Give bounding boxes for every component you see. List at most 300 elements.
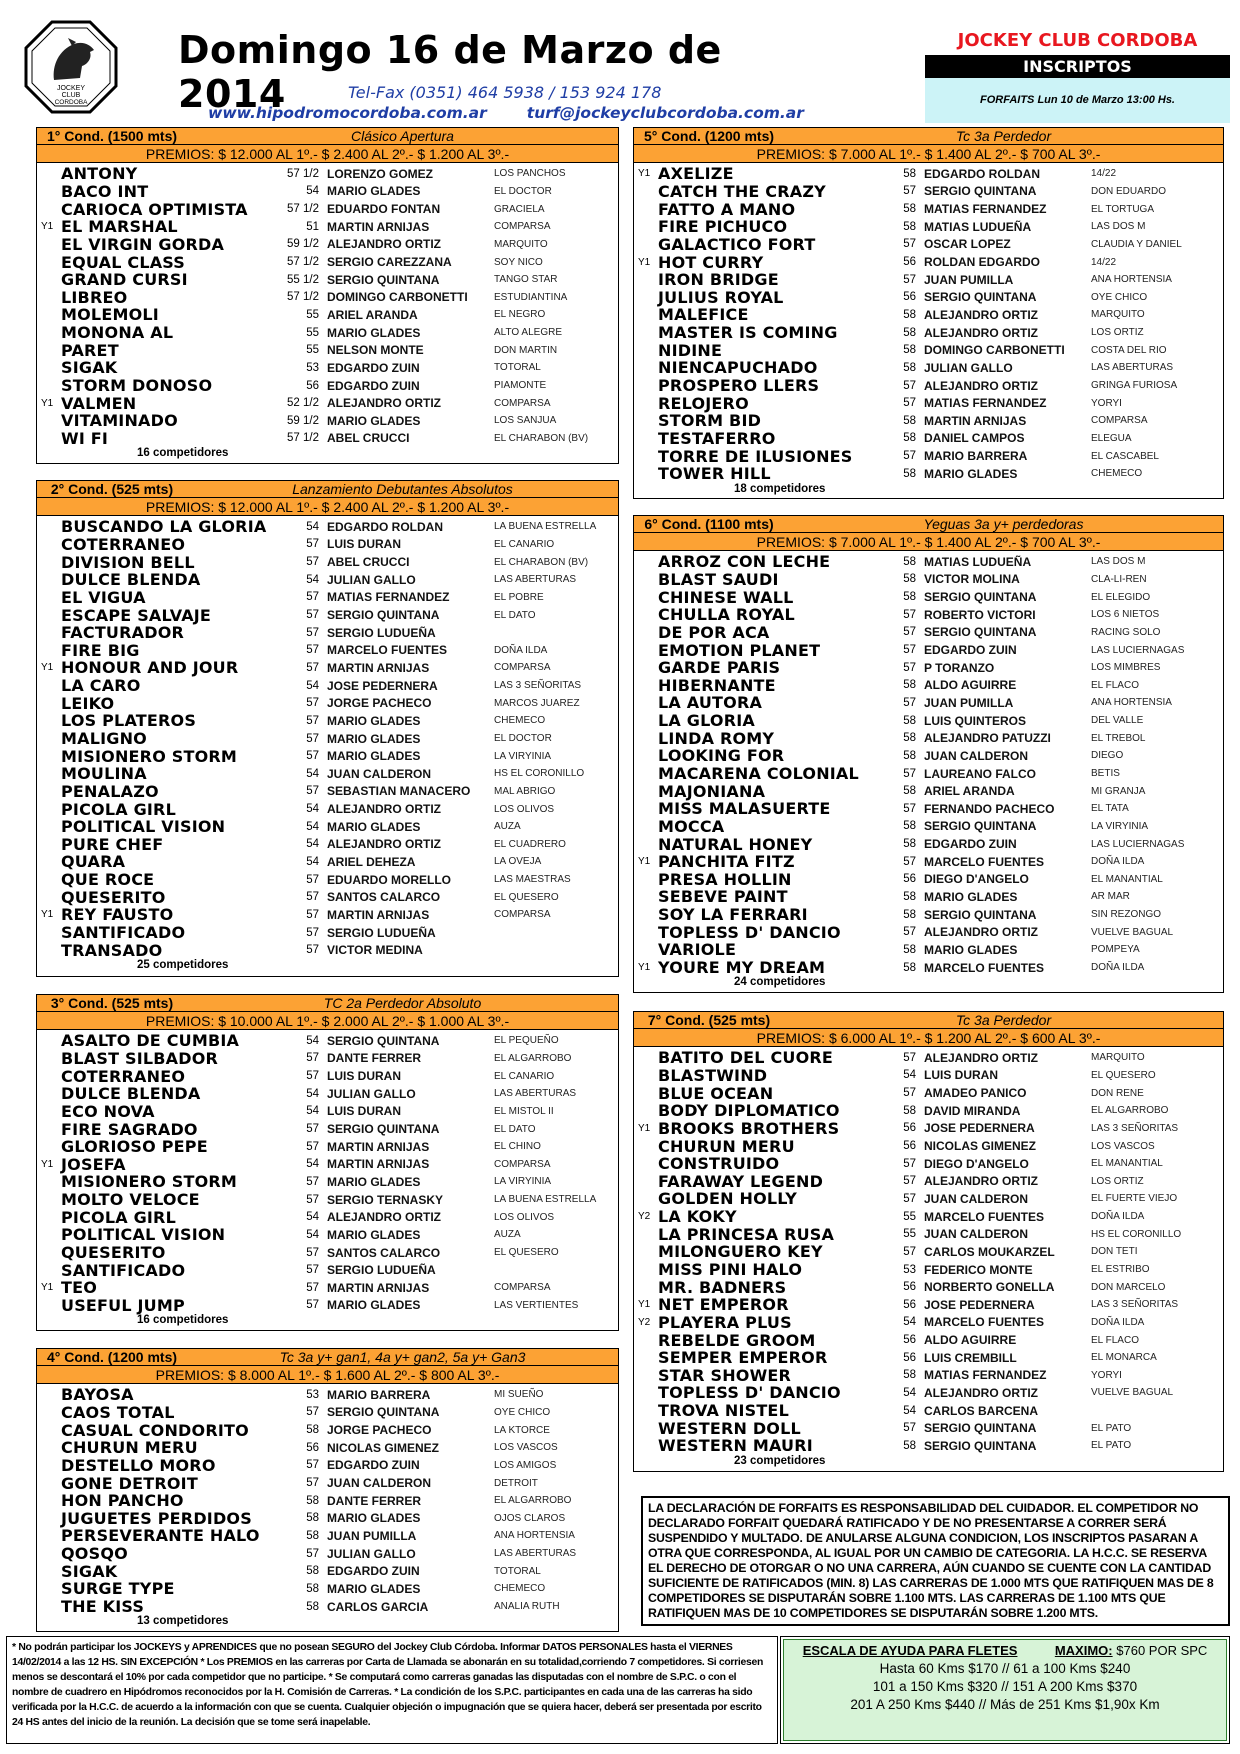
- race-type: Lanzamiento Debutantes Absolutos: [292, 481, 513, 497]
- weight: 54: [903, 1069, 916, 1082]
- horse-name: DE POR ACA: [658, 622, 770, 642]
- jockey-name: LORENZO GOMEZ: [327, 166, 433, 181]
- stable-name: YORYI: [1091, 1369, 1122, 1381]
- entry-row: [37, 924, 618, 942]
- horse-name: NIENCAPUCHADO: [658, 358, 818, 378]
- stable-name: EL QUESERO: [1091, 1069, 1156, 1081]
- coupling-mark: Y1: [638, 1122, 651, 1134]
- entry-row: [37, 606, 618, 624]
- jockey-name: MARIO GLADES: [327, 749, 421, 764]
- jockey-name: EDUARDO FONTAN: [327, 202, 441, 217]
- race-header: [634, 1012, 1223, 1029]
- horse-name: MR. BADNERS: [658, 1277, 787, 1297]
- jockey-name: ALEJANDRO PATUZZI: [924, 731, 1051, 746]
- stable-name: EL FLACO: [1091, 679, 1139, 691]
- stable-name: DON MARTIN: [494, 344, 558, 356]
- weight: 58: [903, 344, 916, 357]
- entry-row: [634, 306, 1223, 324]
- email-link[interactable]: turf@jockeyclubcordoba.com.ar: [526, 104, 804, 122]
- horse-name: TORRE DE ILUSIONES: [658, 446, 853, 466]
- stable-name: TOTORAL: [494, 1565, 541, 1577]
- competitor-count: 23 competidores: [734, 1454, 826, 1467]
- weight: 57: [306, 926, 319, 939]
- jockey-name: SERGIO LUDUEÑA: [327, 925, 436, 940]
- entry-row: [634, 165, 1223, 183]
- jockey-name: LUIS DURAN: [924, 1068, 998, 1083]
- stable-name: SIN REZONGO: [1091, 909, 1162, 921]
- stable-name: GRACIELA: [494, 203, 545, 215]
- horse-name: TRANSADO: [61, 940, 163, 960]
- jockey-name: DOMINGO CARBONETTI: [327, 290, 468, 305]
- stable-name: COMPARSA: [494, 1158, 551, 1170]
- jockey-name: EDGARDO ROLDAN: [327, 519, 443, 534]
- horse-name: LA CARO: [61, 676, 141, 696]
- horse-name: GARDE PARIS: [658, 658, 781, 678]
- weight: 58: [903, 714, 916, 727]
- entry-row: [37, 1509, 618, 1527]
- entry-row: [37, 394, 618, 412]
- jockey-name: EDGARDO ZUIN: [924, 837, 1017, 852]
- weight: 58: [903, 414, 916, 427]
- weight: 57: [306, 626, 319, 639]
- weight: 57: [903, 626, 916, 639]
- jockey-name: CARLOS BARCENA: [924, 1403, 1038, 1418]
- stable-name: LOS 6 NIETOS: [1091, 609, 1160, 621]
- weight: 58: [903, 732, 916, 745]
- race-condition: 1° Cond. (1500 mts): [46, 128, 178, 144]
- stable-name: DIEGO: [1091, 750, 1124, 762]
- coupling-mark: Y1: [41, 662, 54, 674]
- horse-name: STORM BID: [658, 411, 762, 431]
- jockey-name: CARLOS MOUKARZEL: [924, 1244, 1055, 1259]
- entry-row: [37, 694, 618, 712]
- jockey-name: SERGIO QUINTANA: [924, 819, 1037, 834]
- stable-name: SOY NICO: [494, 256, 543, 268]
- stable-name: OYE CHICO: [494, 1406, 551, 1418]
- entry-row: [37, 183, 618, 201]
- entry-row: [37, 1085, 618, 1103]
- race-condition: 7° Cond. (525 mts): [647, 1012, 771, 1028]
- jockey-name: VICTOR MEDINA: [327, 943, 423, 958]
- stable-name: AR MAR: [1091, 891, 1130, 903]
- weight: 56: [903, 873, 916, 886]
- weight: 58: [903, 890, 916, 903]
- entry-row: [634, 676, 1223, 694]
- stable-name: YORYI: [1091, 397, 1122, 409]
- race-condition: 5° Cond. (1200 mts): [643, 128, 775, 144]
- stable-name: 14/22: [1091, 256, 1117, 268]
- horse-name: PENALAZO: [61, 781, 159, 801]
- jockey-name: MATIAS FERNANDEZ: [924, 396, 1047, 411]
- weight: 54: [903, 1404, 916, 1417]
- stable-name: EL FUERTE VIEJO: [1091, 1193, 1178, 1205]
- stable-name: POMPEYA: [1091, 944, 1140, 956]
- weight: 57: [306, 1070, 319, 1083]
- entry-row: [37, 1173, 618, 1191]
- stable-name: EL DATO: [494, 609, 536, 621]
- entry-row: [37, 1138, 618, 1156]
- jockey-name: SERGIO QUINTANA: [327, 608, 440, 623]
- entry-row: [37, 624, 618, 642]
- jockey-name: NICOLAS GIMENEZ: [327, 1440, 440, 1455]
- stable-name: LAS DOS M: [1091, 556, 1146, 568]
- entry-row: [634, 1208, 1223, 1226]
- weight: 57: [903, 238, 916, 251]
- horse-name: FATTO A MANO: [658, 199, 796, 219]
- entry-row: [634, 906, 1223, 924]
- stable-name: TOTORAL: [494, 362, 541, 374]
- jockey-name: ALEJANDRO ORTIZ: [924, 307, 1038, 322]
- entries-list: [37, 516, 618, 959]
- stable-name: LAS LUCIERNAGAS: [1091, 838, 1185, 850]
- stable-name: EL MANANTIAL: [1091, 873, 1163, 885]
- horse-name: JULIUS ROYAL: [658, 287, 784, 307]
- horse-name: PURE CHEF: [61, 834, 164, 854]
- stable-name: LA BUENA ESTRELLA: [494, 521, 597, 533]
- weight: 58: [903, 908, 916, 921]
- stable-name: MARQUITO: [1091, 309, 1145, 321]
- weight: 55: [306, 308, 319, 321]
- horse-name: MOCCA: [658, 816, 725, 836]
- stable-name: CLAUDIA Y DANIEL: [1091, 238, 1182, 250]
- race-prizes: PREMIOS: $ 12.000 AL 1º.- $ 2.400 AL 2º.- $ 1.200 AL 3º.-: [37, 145, 618, 163]
- entry-row: [37, 1545, 618, 1563]
- horse-name: SOY LA FERRARI: [658, 905, 808, 925]
- entry-row: [37, 253, 618, 271]
- stable-name: ANA HORTENSIA: [1091, 274, 1172, 286]
- stable-name: EL DOCTOR: [494, 733, 552, 744]
- entry-row: [37, 306, 618, 324]
- stable-name: LAS ABERTURAS: [494, 1548, 577, 1560]
- stable-name: LAS ABERTURAS: [494, 574, 577, 586]
- horse-name: MALIGNO: [61, 729, 147, 748]
- coupling-mark: Y1: [41, 1282, 54, 1294]
- stable-name: ESTUDIANTINA: [494, 291, 568, 303]
- competitor-count: 18 competidores: [734, 482, 826, 495]
- jockey-name: LUIS CREMBILL: [924, 1350, 1017, 1365]
- horse-name: VARIOLE: [658, 940, 737, 960]
- race-6-card: [633, 515, 1224, 993]
- entry-row: [634, 1419, 1223, 1437]
- entry-row: [37, 1226, 618, 1244]
- stable-name: VUELVE BAGUAL: [1091, 1387, 1174, 1399]
- weight: 55 1/2: [287, 273, 319, 286]
- entry-row: [634, 1349, 1223, 1367]
- jockey-name: P TORANZO: [924, 660, 995, 675]
- horse-name: BAYOSA: [61, 1385, 134, 1405]
- entry-row: [37, 906, 618, 924]
- entry-row: [634, 888, 1223, 906]
- forfeit-declaration-notice: LA DECLARACIÓN DE FORFAITS ES RESPONSABILIDAD DEL CUIDADOR. EL COMPETIDOR NO DECLARADO FORFAIT QUEDARÁ RATIFICADO Y DE NO PRESENTARSE A CORRER SERÁ SUSPENDIDO Y MULTADO. DE ANULARSE ALGUNA CONDICION, LOS INSCRIPTOS PASARAN A OTRA QUE CORRESPONDA, AL IGUAL POR UN CAMBIO DE CATEGORIA. LA H.C.C. SE RESERVA EL DERECHO DE OTORGAR O NO UNA CARRERA, AÚN CUANDO SE CUENTE CON LA CANTIDAD SUFICIENTE DE RATIFICADOS (MIN. 8) LAS CARRERAS DE 1.000 MTS QUE RATIFIQUEN MAS DE 8 COMPETIDORES SE DISPUTARÁN SOBRE 1.100 MTS. LAS CARRERAS DE 1.100 MTS QUE RATIFIQUEN MAS DE 10 COMPETIDORES SE DISPUTARÁN SOBRE 1.200 MTS.: [641, 1496, 1230, 1626]
- telephone: Tel-Fax (0351) 464 5938 / 153 924 178: [348, 83, 662, 102]
- horse-name: CONSTRUIDO: [658, 1154, 780, 1174]
- jockey-name: ALDO AGUIRRE: [924, 678, 1017, 693]
- horse-name: GOLDEN HOLLY: [658, 1189, 797, 1209]
- weight: 57: [306, 1264, 319, 1277]
- race-type: Tc 3a y+ gan1, 4a y+ gan2, 5a y+ Gan3: [279, 1349, 526, 1365]
- entry-row: [37, 1492, 618, 1510]
- horse-name: LOOKING FOR: [658, 746, 785, 766]
- jockey-name: MATIAS FERNANDEZ: [327, 590, 450, 605]
- stable-name: VUELVE BAGUAL: [1091, 926, 1174, 938]
- stable-name: DON TETI: [1091, 1246, 1138, 1258]
- weight: 55: [903, 1228, 916, 1241]
- weight: 59 1/2: [287, 414, 319, 427]
- race-header: [634, 516, 1223, 533]
- entry-row: [634, 236, 1223, 254]
- horse-name: TESTAFERRO: [658, 428, 776, 448]
- horse-name: EL VIGUA: [61, 587, 146, 607]
- race-3-card: [36, 994, 619, 1331]
- entry-row: [37, 1279, 618, 1297]
- horse-name: HIBERNANTE: [658, 675, 776, 695]
- race-condition: 6° Cond. (1100 mts): [644, 516, 774, 532]
- jockey-name: SERGIO QUINTANA: [924, 1421, 1037, 1436]
- max-label: MAXIMO:: [1054, 1643, 1113, 1658]
- race-prizes: PREMIOS: $ 7.000 AL 1º.- $ 1.400 AL 2º.- $ 700 AL 3º.-: [634, 533, 1223, 551]
- horse-name: USEFUL JUMP: [61, 1295, 185, 1315]
- jockey-name: ABEL CRUCCI: [327, 431, 410, 446]
- stable-name: EL MONARCA: [1091, 1352, 1157, 1364]
- weight: 57: [306, 697, 319, 710]
- stable-name: LA VIRYINIA: [1091, 820, 1149, 832]
- weight: 57: [306, 714, 319, 727]
- weight: 53: [903, 1263, 916, 1276]
- weight: 57: [903, 397, 916, 410]
- horse-name: NET EMPEROR: [658, 1295, 789, 1315]
- jockey-name: MARCELO FUENTES: [924, 960, 1044, 975]
- entries-list: [634, 1047, 1223, 1455]
- stable-name: ALTO ALEGRE: [494, 327, 562, 339]
- race-prizes: PREMIOS: $ 10.000 AL 1º.- $ 2.000 AL 2º.- $ 1.000 AL 3º.-: [37, 1012, 618, 1030]
- coupling-mark: Y1: [638, 168, 651, 180]
- competitor-count: 13 competidores: [137, 1615, 229, 1628]
- race-type: Yeguas 3a y+ perdedoras: [923, 516, 1084, 532]
- entry-row: [37, 1474, 618, 1492]
- stable-name: OJOS CLAROS: [494, 1512, 566, 1524]
- weight: 57: [903, 926, 916, 939]
- stable-name: PIAMONTE: [494, 380, 547, 391]
- horse-name: VALMEN: [61, 393, 137, 413]
- entry-row: [37, 1067, 618, 1085]
- horse-name: LEIKO: [61, 693, 115, 713]
- entry-row: [37, 1562, 618, 1580]
- entry-row: [634, 271, 1223, 289]
- weight: 57: [306, 1123, 319, 1136]
- jockey-name: ALDO AGUIRRE: [924, 1333, 1017, 1348]
- entry-row: [634, 412, 1223, 430]
- weight: 57: [903, 802, 916, 815]
- stable-name: LOS OLIVOS: [494, 1211, 555, 1223]
- weight: 58: [306, 1529, 319, 1542]
- weight: 57: [903, 1157, 916, 1170]
- entry-row: [634, 1437, 1223, 1455]
- stable-name: EL DOCTOR: [494, 185, 552, 197]
- jockey-name: EDGARDO ZUIN: [327, 360, 420, 375]
- horse-name: PANCHITA FITZ: [658, 852, 795, 872]
- entry-row: [634, 1402, 1223, 1420]
- jockey-name: JUAN PUMILLA: [327, 1528, 417, 1543]
- stable-name: LOS ORTIZ: [1091, 1175, 1144, 1187]
- horse-name: CARIOCA OPTIMISTA: [61, 199, 248, 219]
- forfaits-deadline: FORFAITS Lun 10 de Marzo 13:00 Hs.: [925, 78, 1230, 123]
- race-prizes: PREMIOS: $ 8.000 AL 1º.- $ 1.600 AL 2º.- $ 800 AL 3º.-: [37, 1366, 618, 1384]
- jockey-name: MARIO GLADES: [327, 184, 421, 199]
- race-prizes: PREMIOS: $ 6.000 AL 1º.- $ 1.200 AL 2º.- $ 600 AL 3º.-: [634, 1029, 1223, 1047]
- entry-row: [37, 1297, 618, 1315]
- jockey-name: EDGARDO ROLDAN: [924, 166, 1040, 181]
- entry-row: [37, 677, 618, 695]
- svg-text:JOCKEY: JOCKEY: [56, 85, 86, 92]
- weight: 58: [903, 467, 916, 480]
- stable-name: EL ALGARROBO: [494, 1052, 572, 1064]
- entry-row: [37, 888, 618, 906]
- stable-name: LAS ABERTURAS: [494, 1088, 577, 1100]
- horse-name: PARET: [61, 340, 119, 360]
- jockey-name: ABEL CRUCCI: [327, 555, 410, 570]
- stable-name: LAS 3 SEÑORITAS: [1091, 1122, 1179, 1134]
- jockey-name: JUAN CALDERON: [924, 1191, 1029, 1206]
- jockey-name: EDGARDO ZUIN: [327, 1564, 420, 1579]
- weight: 57: [306, 1547, 319, 1560]
- jockey-name: NELSON MONTE: [327, 343, 424, 358]
- horse-name: FIRE SAGRADO: [61, 1119, 198, 1139]
- entry-row: [37, 377, 618, 395]
- horse-name: GRAND CURSI: [61, 270, 188, 290]
- entry-row: [37, 589, 618, 607]
- horse-name: MISIONERO STORM: [61, 746, 238, 766]
- race-prizes: PREMIOS: $ 7.000 AL 1º.- $ 1.400 AL 2º.- $ 700 AL 3º.-: [634, 145, 1223, 163]
- weight: 58: [306, 1600, 319, 1613]
- stable-name: LA BUENA ESTRELLA: [494, 1194, 597, 1206]
- jockey-name: OSCAR LOPEZ: [924, 237, 1011, 252]
- weight: 57: [306, 538, 319, 551]
- weight: 55: [306, 344, 319, 357]
- race-5-card: [633, 127, 1224, 499]
- entry-row: [634, 1243, 1223, 1261]
- stable-name: AUZA: [494, 1229, 521, 1241]
- jockey-name: JUAN CALDERON: [327, 1476, 432, 1491]
- horse-name: HON PANCHO: [61, 1491, 184, 1511]
- stable-name: COSTA DEL RIO: [1091, 344, 1167, 356]
- horse-name: ANTONY: [61, 164, 138, 184]
- weight: 55: [903, 1210, 916, 1223]
- weight: 57: [903, 1192, 916, 1205]
- weight: 54: [306, 679, 319, 692]
- stable-name: LOS PANCHOS: [494, 168, 566, 180]
- horse-name: GLORIOSO PEPE: [61, 1137, 208, 1157]
- entry-row: [37, 1457, 618, 1475]
- stable-name: ANA HORTENSIA: [1091, 697, 1172, 709]
- stable-name: DOÑA ILDA: [1091, 1316, 1145, 1328]
- horse-name: EL VIRGIN GORDA: [61, 234, 225, 254]
- jockey-name: JUAN PUMILLA: [924, 272, 1014, 287]
- horse-name: SANTIFICADO: [61, 1260, 186, 1280]
- entry-row: [634, 941, 1223, 959]
- stable-name: EL MANANTIAL: [1091, 1158, 1163, 1170]
- freight-line-1: Hasta 60 Kms $170 // 61 a 100 Kms $240: [879, 1661, 1131, 1676]
- entry-row: [37, 1261, 618, 1279]
- weight: 57: [903, 644, 916, 657]
- entry-row: [37, 412, 618, 430]
- entry-row: [634, 1261, 1223, 1279]
- horse-name: LA AUTORA: [658, 693, 763, 713]
- entry-row: [37, 359, 618, 377]
- entry-row: [634, 1084, 1223, 1102]
- horse-name: IRON BRIDGE: [658, 270, 779, 290]
- stable-name: LAS LUCIERNAGAS: [1091, 644, 1185, 656]
- stable-name: EL PATO: [1091, 1440, 1132, 1452]
- entry-row: [634, 218, 1223, 236]
- race-type: Clásico Apertura: [351, 128, 454, 144]
- stable-name: CHEMECO: [1091, 468, 1143, 480]
- weight: 58: [903, 820, 916, 833]
- jockey-name: EDUARDO MORELLO: [327, 872, 451, 887]
- entry-row: [634, 1120, 1223, 1138]
- horse-name: MACARENA COLONIAL: [658, 764, 859, 783]
- stable-name: MARQUITO: [494, 238, 548, 250]
- coupling-mark: Y1: [41, 221, 54, 233]
- weight: 57: [306, 1193, 319, 1206]
- jockey-name: ALEJANDRO ORTIZ: [924, 378, 1038, 393]
- entry-row: [634, 1102, 1223, 1120]
- stable-name: EL TORTUGA: [1091, 203, 1154, 215]
- weight: 57: [306, 591, 319, 604]
- entry-row: [634, 782, 1223, 800]
- jockey-name: MATIAS LUDUEÑA: [924, 219, 1032, 234]
- freight-line-2: 101 a 150 Kms $320 // 151 A 200 Kms $370: [872, 1679, 1138, 1694]
- freight-scale-title: ESCALA DE AYUDA PARA FLETES: [802, 1643, 1018, 1658]
- stable-name: LOS MIMBRES: [1091, 662, 1161, 674]
- entry-row: [634, 1367, 1223, 1385]
- stable-name: EL CHARABON (BV): [494, 556, 589, 568]
- freight-line-3: 201 A 250 Kms $440 // Más de 251 Kms $1,90x Km: [850, 1697, 1160, 1712]
- coupling-mark: Y1: [638, 856, 651, 868]
- stable-name: EL QUESERO: [494, 1247, 559, 1258]
- jockey-name: ALEJANDRO ORTIZ: [327, 1210, 441, 1225]
- weight: 54: [903, 1386, 916, 1399]
- stable-name: LOS VASCOS: [1091, 1140, 1155, 1152]
- weight: 54: [306, 573, 319, 586]
- weight: 57: [306, 1477, 319, 1490]
- weight: 56: [903, 1334, 916, 1347]
- horse-name: BUSCANDO LA GLORIA: [61, 517, 267, 537]
- weight: 57: [306, 873, 319, 886]
- weight: 58: [903, 203, 916, 216]
- horse-name: TEO: [61, 1278, 98, 1298]
- weight: 55: [306, 326, 319, 339]
- weight: 56: [903, 1351, 916, 1364]
- jockey-name: JUAN CALDERON: [327, 766, 432, 781]
- jockey-name: SERGIO QUINTANA: [327, 1122, 440, 1137]
- entry-row: [634, 871, 1223, 889]
- jockey-name: SERGIO LUDUEÑA: [327, 625, 436, 640]
- entry-row: [634, 1296, 1223, 1314]
- website-link[interactable]: www.hipodromocordoba.com.ar: [208, 104, 487, 122]
- stable-name: HS EL CORONILLO: [494, 768, 585, 780]
- stable-name: LAS DOS M: [1091, 221, 1146, 233]
- horse-name: PRESA HOLLIN: [658, 869, 792, 889]
- horse-name: MAJONIANA: [658, 781, 766, 801]
- jockey-name: VICTOR MOLINA: [924, 572, 1020, 587]
- entry-row: [634, 553, 1223, 571]
- weight: 57: [306, 908, 319, 921]
- entry-row: [37, 1527, 618, 1545]
- horse-name: SEMPER EMPEROR: [658, 1348, 828, 1368]
- jockey-name: SERGIO QUINTANA: [327, 272, 440, 287]
- entry-row: [37, 553, 618, 571]
- entry-row: [634, 641, 1223, 659]
